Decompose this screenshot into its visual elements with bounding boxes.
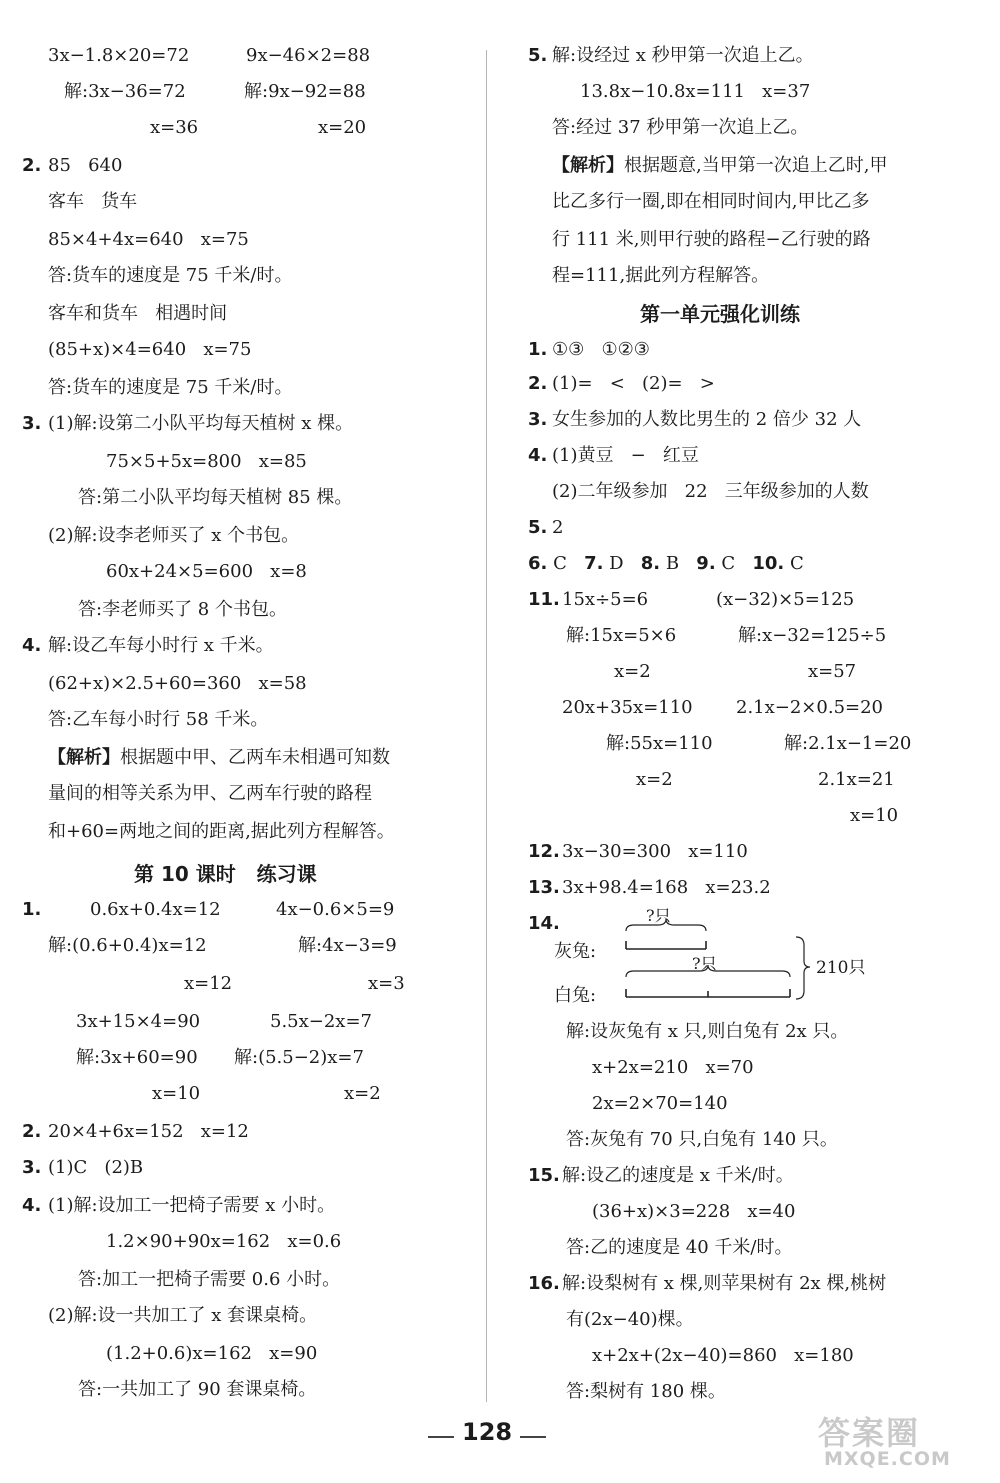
eq-line: 解:2.1x−1=20 [784, 733, 912, 754]
white-rabbit-segment [626, 989, 790, 997]
analysis-text [552, 154, 887, 178]
answer-line: 解:设灰兔有 x 只,则白兔有 2x 只。 [566, 1021, 849, 1042]
eq-line: 解:9x−92=88 [244, 81, 366, 102]
analysis-tag: 【解析】 [48, 747, 120, 768]
question-number: 3. [22, 1157, 42, 1178]
eq-line: 0.6x+0.4x=12 [90, 899, 221, 920]
answer-line: (1)解:设加工一把椅子需要 x 小时。 [48, 1195, 336, 1216]
answer-line: ①③ ①②③ [552, 339, 650, 360]
answer-line: 答:李老师买了 8 个书包。 [78, 599, 287, 620]
answer-line: 答:货车的速度是 75 千米/时。 [48, 377, 293, 398]
section-title: 第 10 课时 练习课 [134, 862, 317, 886]
page-number-dash [520, 1436, 546, 1438]
choice-value: B [665, 553, 680, 574]
eq-line: x=36 [150, 117, 199, 138]
question-number: 5. [528, 517, 548, 538]
eq-line: x=2 [614, 661, 651, 682]
eq-line: 15x÷5=6 [562, 589, 649, 610]
diagram-label-question: ?只 [692, 954, 717, 973]
eq-line: x=20 [318, 117, 367, 138]
section-title: 第一单元强化训练 [640, 302, 800, 326]
eq-line: x=2 [636, 769, 673, 790]
eq-line: 解:3x+60=90 [76, 1047, 198, 1068]
eq-line: x=57 [808, 661, 857, 682]
choice-value: C [553, 553, 567, 574]
answer-line: 20×4+6x=152 x=12 [48, 1121, 249, 1142]
answer-line: 答:经过 37 秒甲第一次追上乙。 [552, 117, 809, 138]
answer-line: (2)解:设一共加工了 x 套课桌椅。 [48, 1305, 318, 1326]
question-number: 2. [22, 155, 42, 176]
answer-line: 答:货车的速度是 75 千米/时。 [48, 265, 293, 286]
question-number: 1. [22, 899, 42, 920]
answer-line: 解:设经过 x 秒甲第一次追上乙。 [552, 45, 814, 66]
eq-line: 2.1x=21 [818, 769, 895, 790]
eq-line: 2.1x−2×0.5=20 [736, 697, 884, 718]
choice-value: C [789, 553, 804, 574]
eq-line: x=10 [850, 805, 899, 826]
question-number: 3. [528, 409, 548, 430]
watermark-text: 答案圈 [818, 1414, 921, 1452]
answer-line: (1)黄豆 − 红豆 [552, 445, 699, 466]
eq-line: 9x−46×2=88 [246, 45, 371, 66]
answer-line: (1.2+0.6)x=162 x=90 [106, 1343, 318, 1364]
answer-line: x+2x=210 x=70 [592, 1057, 754, 1078]
eq-line: 5.5x−2x=7 [270, 1011, 372, 1032]
question-number: 12. [528, 841, 560, 862]
answer-line: (2)二年级参加 22 三年级参加的人数 [552, 481, 869, 502]
question-number: 9. [696, 553, 716, 574]
answer-line: 答:加工一把椅子需要 0.6 小时。 [78, 1269, 341, 1290]
eq-line: 解:(0.6+0.4)x=12 [48, 935, 207, 956]
page-number-dash [428, 1436, 454, 1438]
white-rabbit-brace [626, 965, 790, 977]
answer-line: 2x=2×70=140 [592, 1093, 728, 1114]
answer-line: 答:梨树有 180 棵。 [566, 1381, 726, 1402]
question-number: 15. [528, 1165, 560, 1186]
analysis-line: 根据题意,当甲第一次追上乙时,甲 [624, 155, 888, 176]
eq-line: x=2 [344, 1083, 381, 1104]
diagram-label-white-rabbit: 白兔: [554, 985, 597, 1006]
analysis-line: 根据题中甲、乙两车未相遇可知数 [120, 747, 390, 768]
eq-line: x=10 [152, 1083, 201, 1104]
choice-answers [528, 552, 804, 576]
diagram-label-gray-rabbit: 灰兔: [554, 941, 597, 962]
eq-line: (x−32)×5=125 [716, 589, 855, 610]
answer-line: 答:乙的速度是 40 千米/时。 [566, 1237, 793, 1258]
question-number: 6. [528, 553, 548, 574]
answer-line: 13.8x−10.8x=111 x=37 [580, 81, 811, 102]
eq-line: 20x+35x=110 [562, 697, 693, 718]
analysis-line: 量间的相等关系为甲、乙两车行驶的路程 [48, 783, 372, 804]
gray-rabbit-brace [626, 919, 706, 931]
eq-line: 解:55x=110 [606, 733, 713, 754]
answer-line: 解:设梨树有 x 棵,则苹果树有 2x 棵,桃树 [562, 1273, 887, 1294]
column-divider [486, 50, 487, 1402]
eq-line: 3x+15×4=90 [76, 1011, 201, 1032]
question-number: 2. [22, 1121, 42, 1142]
question-number: 8. [640, 553, 661, 574]
total-brace [796, 937, 810, 999]
answer-line: (2)解:设李老师买了 x 个书包。 [48, 525, 300, 546]
question-number: 4. [528, 445, 548, 466]
answer-line: 答:第二小队平均每天植树 85 棵。 [78, 487, 353, 508]
eq-line: 解:(5.5−2)x=7 [234, 1047, 364, 1068]
eq-line: 4x−0.6×5=9 [276, 899, 395, 920]
answer-line: (85+x)×4=640 x=75 [48, 339, 252, 360]
diagram-label-question: ?只 [646, 906, 671, 925]
watermark-logo [808, 1408, 984, 1476]
answer-line: x+2x+(2x−40)=860 x=180 [592, 1345, 854, 1366]
choice-value: C [721, 553, 736, 574]
answer-line: 答:乙车每小时行 58 千米。 [48, 709, 269, 730]
answer-line: 85×4+4x=640 x=75 [48, 229, 249, 250]
analysis-tag: 【解析】 [552, 155, 624, 176]
analysis-line: 和+60=两地之间的距离,据此列方程解答。 [48, 821, 395, 842]
answer-line: (1)C (2)B [48, 1157, 144, 1178]
eq-line: 3x−1.8×20=72 [48, 45, 190, 66]
eq-line: 解:15x=5×6 [566, 625, 677, 646]
page-number: 128 [462, 1418, 513, 1446]
answer-line: 60x+24×5=600 x=8 [106, 561, 307, 582]
question-number: 4. [22, 1195, 42, 1216]
eq-line: x=3 [368, 973, 405, 994]
answer-line: 75×5+5x=800 x=85 [106, 451, 307, 472]
analysis-line: 程=111,据此列方程解答。 [552, 265, 770, 286]
eq-line: 解:x−32=125÷5 [738, 625, 887, 646]
answer-line: 85 640 [48, 155, 123, 176]
analysis-line: 比乙多行一圈,即在相同时间内,甲比乙多 [552, 191, 870, 212]
question-number: 3. [22, 413, 42, 434]
diagram-label-total: 210只 [816, 958, 866, 978]
question-number: 2. [528, 373, 548, 394]
eq-line: 解:4x−3=9 [298, 935, 397, 956]
answer-line: 答:灰兔有 70 只,白兔有 140 只。 [566, 1129, 838, 1150]
answer-line: 1.2×90+90x=162 x=0.6 [106, 1231, 342, 1252]
question-number: 5. [528, 45, 548, 66]
analysis-text [48, 746, 390, 770]
analysis-line: 行 111 米,则甲行驶的路程−乙行驶的路 [552, 229, 871, 250]
answer-line: (1)解:设第二小队平均每天植树 x 棵。 [48, 413, 354, 434]
answer-line: 3x−30=300 x=110 [562, 841, 748, 862]
answer-line: 客车 货车 [48, 191, 138, 212]
answer-line: 答:一共加工了 90 套课桌椅。 [78, 1379, 317, 1400]
answer-line: 女生参加的人数比男生的 2 倍少 32 人 [552, 409, 862, 430]
answer-line: 有(2x−40)棵。 [566, 1309, 694, 1330]
question-number: 11. [528, 589, 560, 610]
gray-rabbit-segment [626, 941, 706, 949]
answer-line: (62+x)×2.5+60=360 x=58 [48, 673, 307, 694]
question-number: 13. [528, 877, 560, 898]
question-number: 14. [528, 913, 560, 934]
answer-line: (36+x)×3=228 x=40 [592, 1201, 796, 1222]
watermark-url: MXQE.COM [824, 1448, 951, 1470]
answer-line: 3x+98.4=168 x=23.2 [562, 877, 771, 898]
question-number: 16. [528, 1273, 560, 1294]
choice-value: D [609, 553, 624, 574]
answer-line: (1)= < (2)= > [552, 373, 715, 394]
answer-line: 客车和货车 相遇时间 [48, 303, 228, 324]
question-number: 7. [584, 553, 604, 574]
eq-line: x=12 [184, 973, 233, 994]
question-number: 10. [752, 553, 785, 574]
question-number: 4. [22, 635, 42, 656]
answer-line: 2 [552, 517, 564, 538]
answer-line: 解:设乙车每小时行 x 千米。 [48, 635, 274, 656]
question-number: 1. [528, 339, 548, 360]
line-segment-diagram [620, 905, 820, 1005]
eq-line: 解:3x−36=72 [64, 81, 186, 102]
answer-line: 解:设乙的速度是 x 千米/时。 [562, 1165, 794, 1186]
